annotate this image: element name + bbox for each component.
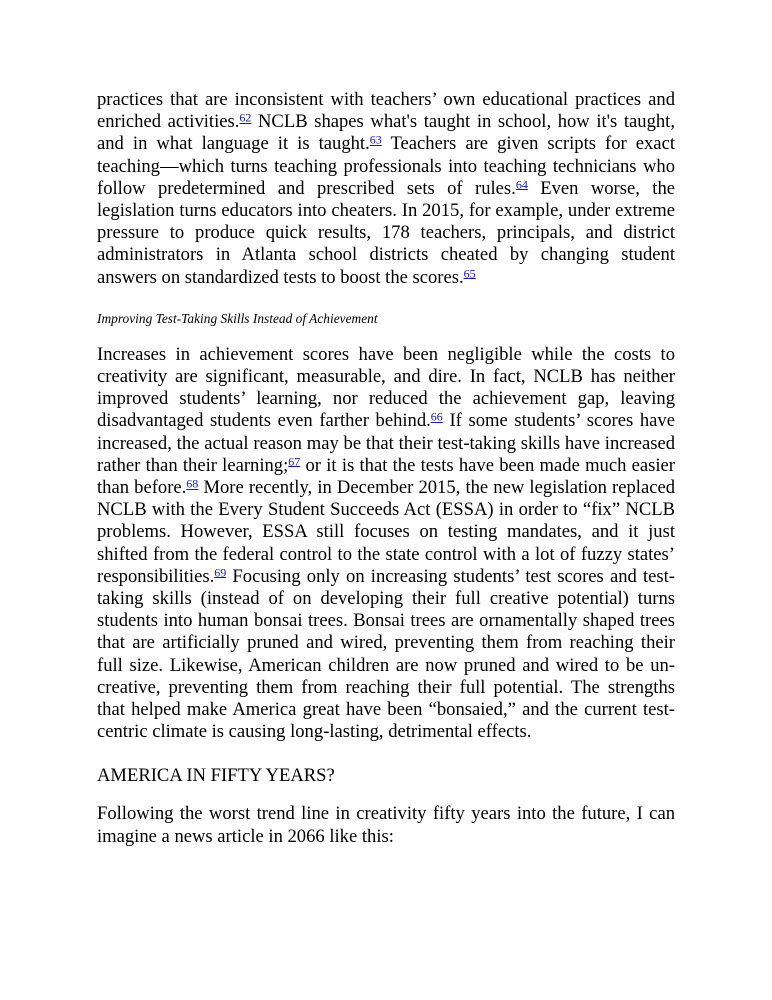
paragraph-text: Following the worst trend line in creativity fifty years into the future, I can imagine a news article in 2066 like this: xyxy=(97,803,675,847)
footnote-link[interactable]: 68 xyxy=(186,476,199,491)
footnote-ref-66 xyxy=(431,410,443,424)
paragraph-text: More recently, in December 2015, the new legislation replaced NCLB with the Every Student Succeeds Act (ESSA) in order to “fix” NCLB problems. However, ESSA still focuses on testing mandates, and it just shifted from the federal control to the state control with a lot of fuzzy states’ responsibilities. xyxy=(97,477,676,587)
body-paragraph-3 xyxy=(97,803,675,847)
footnote-link[interactable]: 69 xyxy=(214,565,227,580)
section-subheading: Improving Test-Taking Skills Instead of Achievement xyxy=(97,310,378,326)
footnote-link[interactable]: 66 xyxy=(430,410,443,425)
paragraph-text: Teachers are given scripts for exact teaching—which turns teaching professionals into teaching technicians who follow predetermined and prescribed sets of rules. xyxy=(97,133,675,199)
paragraph-text: practices that are inconsistent with teachers’ own educational practices and enriched activities. xyxy=(97,89,675,133)
body-paragraph-2 xyxy=(97,344,675,744)
paragraph-text: Even worse, the legislation turns educators into cheaters. In 2015, for example, under extreme pressure to produce quick results, 178 teachers, principals, and district administrators in Atlanta school districts cheated by changing student answers on standardized tests to boost the scores. xyxy=(97,177,676,288)
paragraph-text: NCLB shapes what's taught in school, how it's taught, and in what language it is taught. xyxy=(97,111,675,155)
paragraph-text: or it is that the tests have been made much easier than before. xyxy=(97,454,675,499)
footnote-link[interactable]: 62 xyxy=(239,110,252,125)
footnote-ref-65 xyxy=(464,266,476,280)
paragraph-text: Increases in achievement scores have been negligible while the costs to creativity are significant, measurable, and dire. In fact, NCLB has neither improved students’ learning, nor reduced the achievement gap, leaving disadvantaged students even farther behind. xyxy=(97,343,675,432)
paragraph-text: Focusing only on increasing students’ test scores and test-taking skills (instead of on developing their full creative potential) turns students into human bonsai trees. Bonsai trees are ornamentally shaped trees that are artificially pruned and wired, preventing them from reaching their full size. Likewise, American children are now pruned and wired to be un-creative, preventing them from reaching their full potential. The strengths that helped make America great have been “bonsaied,” and the current test-centric climate is causing long-lasting, detrimental effects. xyxy=(97,565,675,743)
footnote-ref-67 xyxy=(288,454,300,468)
footnote-ref-62 xyxy=(239,111,251,125)
footnote-link[interactable]: 65 xyxy=(463,266,476,281)
section-heading: AMERICA IN FIFTY YEARS? xyxy=(97,765,335,787)
page-content xyxy=(97,89,675,848)
footnote-ref-63 xyxy=(370,133,382,147)
body-paragraph-1 xyxy=(97,89,675,289)
footnote-ref-64 xyxy=(516,177,528,191)
footnote-ref-69 xyxy=(214,565,226,579)
paragraph-text: If some students’ scores have increased, the actual reason may be that their test-taking skills have increased rather than their learning; xyxy=(97,410,675,476)
footnote-ref-68 xyxy=(186,477,198,491)
footnote-link[interactable]: 64 xyxy=(515,177,528,192)
footnote-link[interactable]: 63 xyxy=(369,133,382,148)
footnote-link[interactable]: 67 xyxy=(288,454,301,469)
